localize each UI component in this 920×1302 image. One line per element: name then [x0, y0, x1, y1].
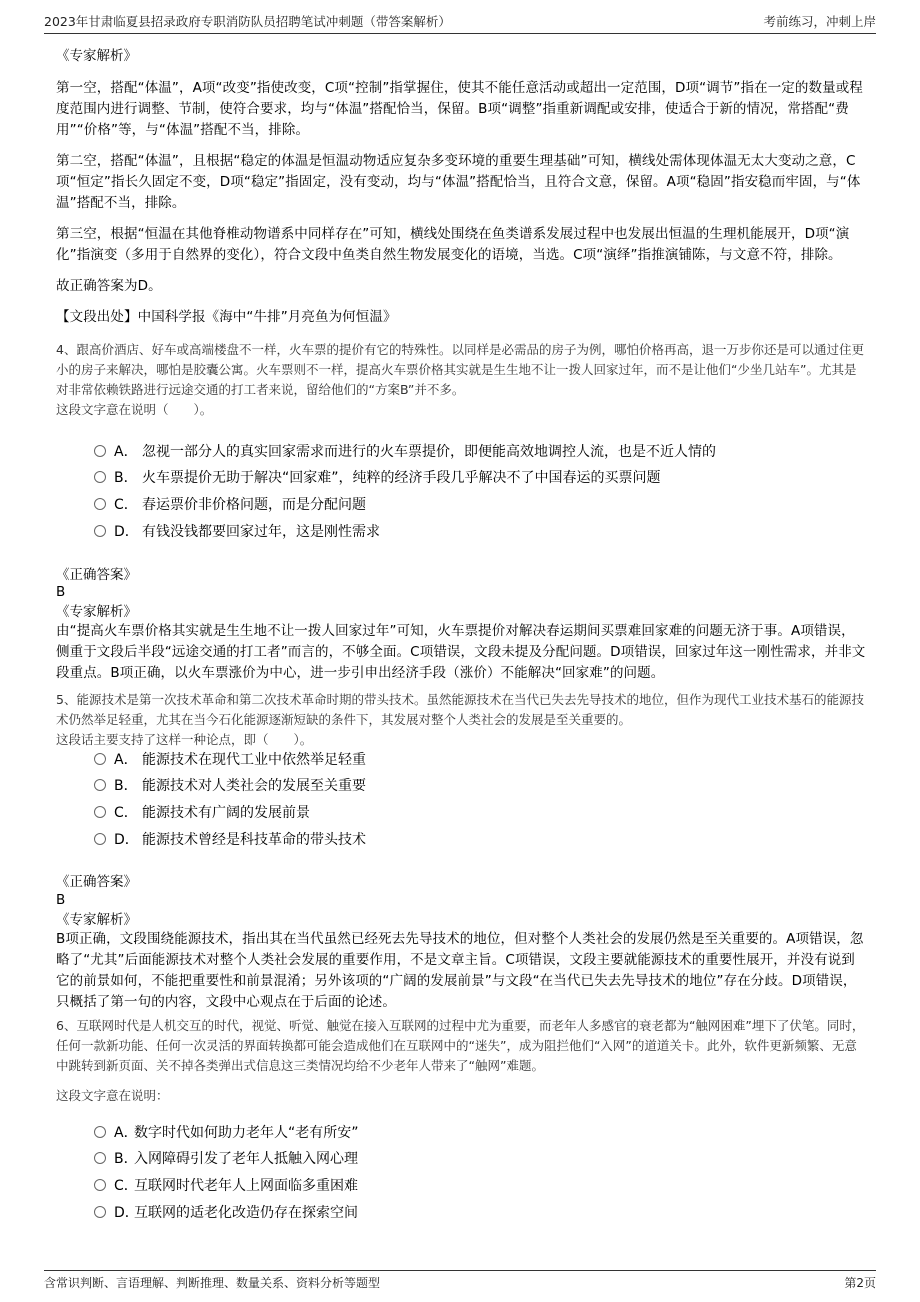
- q4-question: [56, 340, 866, 420]
- document-title: 2023年甘肃临夏县招录政府专职消防队员招聘笔试冲刺题（带答案解析）: [44, 14, 451, 29]
- radio-icon[interactable]: [94, 525, 106, 537]
- q4-analysis-label: 《专家解析》: [56, 604, 137, 620]
- q4-option-a[interactable]: A． 忽视一部分人的真实回家需求而进行的火车票提价，即便能高效地调控人流，也是不近人情的: [94, 441, 716, 463]
- q4-answer-label: 《正确答案》: [56, 567, 137, 583]
- q5-answer: B: [56, 892, 66, 908]
- q5-option-c[interactable]: C． 能源技术有广阔的发展前景: [94, 802, 310, 824]
- q5-analysis-label: 《专家解析》: [56, 912, 137, 928]
- radio-icon[interactable]: [94, 753, 106, 765]
- q6-option-c[interactable]: C．互联网时代老年人上网面临多重困难: [94, 1175, 358, 1197]
- footer-note: 含常识判断、言语理解、判断推理、数量关系、资料分析等题型: [44, 1276, 381, 1290]
- q4-prompt: 这段文字意在说明（ ）。: [56, 402, 213, 417]
- q3-analysis-p1: 第一空，搭配“体温”，A项“改变”指使改变，C项“控制”指掌握住，使其不能任意活动或超出一定范围，D项“调节”指在一定的数量或程度范围内进行调整、节制，使符合要求，均与“体温”搭配恰当，保留。B项“调整”指重新调配或安排，使适合于新的情况，常搭配“费用”“价格”等，与“体温”搭配不当，排除。: [56, 80, 863, 138]
- q5-analysis: B项正确，文段围绕能源技术，指出其在当代虽然已经死去先导技术的地位，但对整个人类社会的发展仍然是至关重要的。A项错误，忽略了“尤其”后面能源技术对整个人类社会发展的重要作用，不是文章主旨。C项错误，文段主要就能源技术的重要性展开，并没有说到它的前景如何，不能把重要性和前景混淆；另外该项的“广阔的发展前景”与文段“在当代已失去先导技术的地位”存在分歧。D项错误，只概括了第一句的内容，文段中心观点在于后面的论述。: [56, 931, 864, 1010]
- q3-analysis-p2: 第二空，搭配“体温”，且根据“稳定的体温是恒温动物适应复杂多变环境的重要生理基础”可知，横线处需体现体温无太大变动之意，C项“恒定”指长久固定不变，D项“稳定”指固定，没有变动，均与“体温”搭配恰当，且符合文意，保留。A项“稳固”指安稳而牢固，与“体温”搭配不当，排除。: [56, 153, 861, 211]
- radio-icon[interactable]: [94, 806, 106, 818]
- q6-question: [56, 1016, 866, 1076]
- radio-icon[interactable]: [94, 445, 106, 457]
- radio-icon[interactable]: [94, 1126, 106, 1138]
- q4-analysis: 由“提高火车票价格其实就是生生地不让一拨人回家过年”可知，火车票提价对解决春运期间买票难回家难的问题无济于事。A项错误，侧重于文段后半段“远途交通的打工者”而言的，不够全面。C项错误，文段未提及分配问题。D项错误，回家过年这一刚性需求，并非文段重点。B项正确，以火车票涨价为中心，进一步引申出经济手段（涨价）不能解决“回家难”的问题。: [56, 623, 866, 681]
- q5-answer-label: 《正确答案》: [56, 874, 137, 890]
- header-divider: [44, 33, 876, 34]
- q3-analysis-label: 《专家解析》: [56, 48, 137, 64]
- page-number: 第2页: [844, 1276, 876, 1290]
- q4-stem: 4、跟高价酒店、好车或高端楼盘不一样，火车票的提价有它的特殊性。以同样是必需品的房子为例，哪怕价格再高，退一万步你还是可以通过住更小的房子来解决，哪怕是胶囊公寓。火车票则不一样，提高火车票价格其实就是生生地不让一拨人回家过年，而不是让他们“少坐几站车”。尤其是对非常依赖铁路进行远途交通的打工者来说，留给他们的“方案B”并不多。: [56, 342, 864, 397]
- q4-option-d[interactable]: D． 有钱没钱都要回家过年，这是刚性需求: [94, 521, 380, 543]
- q4-option-b[interactable]: B． 火车票提价无助于解决“回家难”，纯粹的经济手段几乎解决不了中国春运的买票问题: [94, 467, 661, 489]
- q3-answer-line: 故正确答案为D。: [56, 278, 162, 294]
- q6-prompt: 这段文字意在说明：: [56, 1088, 169, 1103]
- q6-option-b[interactable]: B．入网障碍引发了老年人抵触入网心理: [94, 1148, 358, 1170]
- q3-source: 【文段出处】中国科学报《海中“牛排”月亮鱼为何恒温》: [56, 309, 397, 325]
- q4-answer: B: [56, 584, 66, 600]
- radio-icon[interactable]: [94, 1179, 106, 1191]
- q4-option-c[interactable]: C． 春运票价非价格问题，而是分配问题: [94, 494, 366, 516]
- header-slogan: 考前练习，冲刺上岸: [763, 14, 876, 29]
- page-header: [0, 0, 920, 34]
- radio-icon[interactable]: [94, 1206, 106, 1218]
- radio-icon[interactable]: [94, 498, 106, 510]
- q6-option-a[interactable]: A．数字时代如何助力老年人“老有所安”: [94, 1122, 359, 1144]
- q5-option-d[interactable]: D． 能源技术曾经是科技革命的带头技术: [94, 829, 366, 851]
- radio-icon[interactable]: [94, 471, 106, 483]
- footer-divider: [44, 1270, 876, 1271]
- q3-analysis-p3: 第三空，根据“恒温在其他脊椎动物谱系中同样存在”可知，横线处围绕在鱼类谱系发展过程中也发展出恒温的生理机能展开，D项“演化”指演变（多用于自然界的变化），符合文段中鱼类自然生物发展变化的语境，当选。C项“演绎”指推演铺陈，与文意不符，排除。: [56, 226, 850, 263]
- q5-option-b[interactable]: B． 能源技术对人类社会的发展至关重要: [94, 775, 366, 797]
- q5-prompt: 这段话主要支持了这样一种论点，即（ ）。: [56, 732, 313, 747]
- radio-icon[interactable]: [94, 779, 106, 791]
- radio-icon[interactable]: [94, 1152, 106, 1164]
- page-footer: [0, 1262, 920, 1302]
- q5-question: [56, 690, 866, 750]
- q3-analysis: [56, 78, 866, 338]
- q5-stem: 5、能源技术是第一次技术革命和第二次技术革命时期的带头技术。虽然能源技术在当代已失去先导技术的地位，但作为现代工业技术基石的能源技术仍然举足轻重，尤其在当今石化能源逐渐短缺的条件下，其发展对整个人类社会的发展是至关重要的。: [56, 692, 864, 727]
- q6-option-d[interactable]: D．互联网的适老化改造仍存在探索空间: [94, 1202, 358, 1224]
- q5-option-a[interactable]: A． 能源技术在现代工业中依然举足轻重: [94, 749, 366, 771]
- radio-icon[interactable]: [94, 833, 106, 845]
- q6-stem: 6、互联网时代是人机交互的时代，视觉、听觉、触觉在接入互联网的过程中尤为重要，而老年人多感官的衰老都为“触网困难”埋下了伏笔。同时，任何一款新功能、任何一次灵活的界面转换都可能会造成他们在互联网中的“迷失”，成为阻拦他们“入网”的道道关卡。此外，软件更新频繁、无意中跳转到新页面、关不掉各类弹出式信息这三类情况均给不少老年人带来了“触网”难题。: [56, 1018, 865, 1073]
